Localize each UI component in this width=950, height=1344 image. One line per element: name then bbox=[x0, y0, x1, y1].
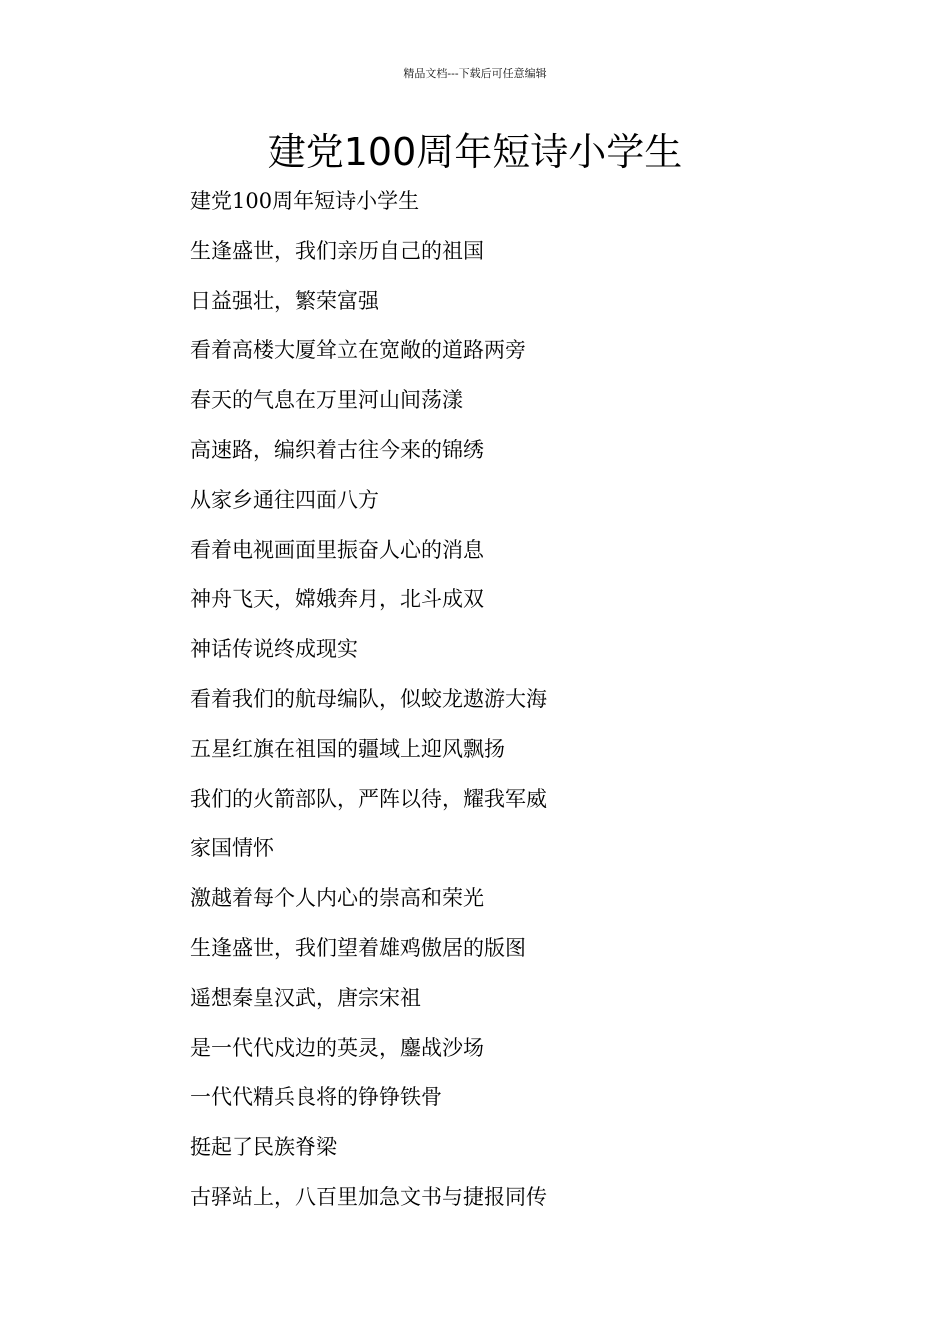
poem-line: 家国情怀 bbox=[190, 836, 274, 861]
poem-line: 五星红旗在祖国的疆域上迎风飘扬 bbox=[190, 736, 505, 761]
poem-line: 激越着每个人内心的崇高和荣光 bbox=[190, 886, 484, 911]
poem-line: 神舟飞天，嫦娥奔月，北斗成双 bbox=[190, 587, 484, 612]
poem-line: 我们的火箭部队，严阵以待，耀我军威 bbox=[190, 786, 547, 811]
poem-line: 挺起了民族脊梁 bbox=[190, 1135, 337, 1160]
poem-line: 神话传说终成现实 bbox=[190, 637, 358, 662]
poem-line: 是一代代戍边的英灵，鏖战沙场 bbox=[190, 1035, 484, 1060]
poem-line: 一代代精兵良将的铮铮铁骨 bbox=[190, 1085, 442, 1110]
poem-line: 春天的气息在万里河山间荡漾 bbox=[190, 388, 463, 413]
poem-line: 建党100周年短诗小学生 bbox=[190, 189, 420, 213]
poem-line: 看着电视画面里振奋人心的消息 bbox=[190, 537, 484, 562]
poem-line: 生逢盛世，我们望着雄鸡傲居的版图 bbox=[190, 935, 526, 960]
poem-line: 遥想秦皇汉武，唐宗宋祖 bbox=[190, 985, 421, 1010]
poem-line: 日益强壮，繁荣富强 bbox=[190, 288, 379, 313]
poem-line: 看着我们的航母编队，似蛟龙遨游大海 bbox=[190, 686, 547, 711]
document-title: 建党100周年短诗小学生 bbox=[267, 130, 683, 174]
poem-line: 生逢盛世，我们亲历自己的祖国 bbox=[190, 238, 484, 263]
poem-line: 高速路，编织着古往今来的锦绣 bbox=[190, 437, 484, 462]
poem-line: 看着高楼大厦耸立在宽敞的道路两旁 bbox=[190, 338, 526, 363]
poem-line: 古驿站上，八百里加急文书与捷报同传 bbox=[190, 1184, 547, 1209]
poem-line: 从家乡通往四面八方 bbox=[190, 487, 379, 512]
poem-body bbox=[190, 181, 890, 1227]
page-header: 精品文档---下载后可任意编辑 bbox=[403, 67, 547, 80]
